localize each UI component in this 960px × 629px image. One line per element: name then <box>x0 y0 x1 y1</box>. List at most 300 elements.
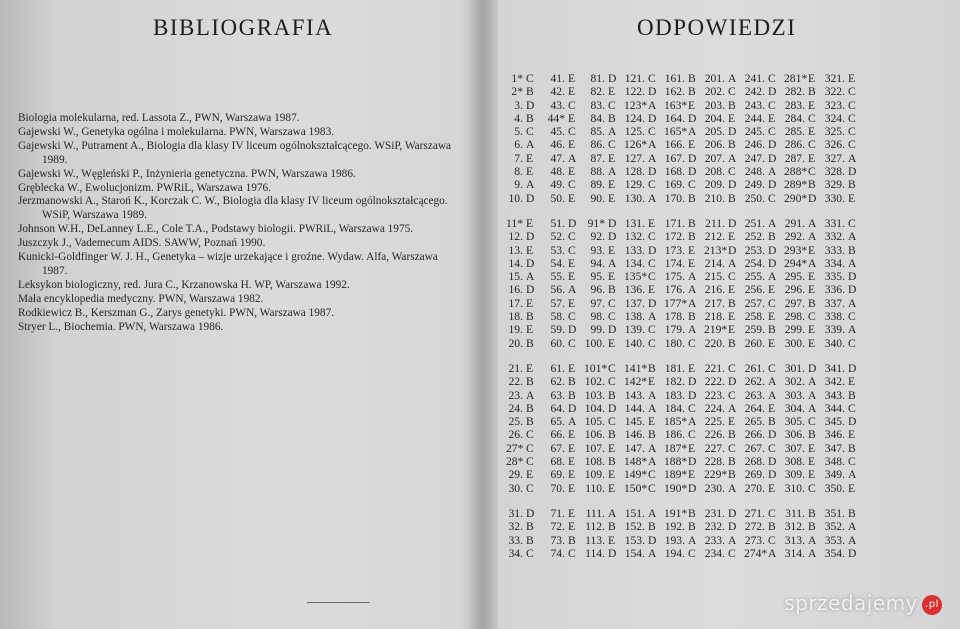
answer-letter: C <box>728 165 736 179</box>
answer-letter: A <box>768 165 777 179</box>
answer-letter: A <box>568 283 577 297</box>
answer-letter: C <box>648 178 656 192</box>
answer-cell <box>506 507 544 520</box>
answer-cell <box>784 547 824 560</box>
question-number: 82. <box>590 85 605 99</box>
bibliography-entry: Johnson W.H., DeLanney L.E., Cole T.A., Podstawy biologii. PWRiL, Warszawa 1975. <box>18 223 414 236</box>
answer-cell <box>744 270 784 283</box>
answer-row <box>506 99 958 112</box>
question-number: 101* <box>584 361 608 375</box>
answer-letter: B <box>568 388 576 402</box>
question-number: 209. <box>704 178 725 192</box>
answer-letter: D <box>608 323 617 337</box>
answer-cell <box>824 99 864 112</box>
answer-letter: D <box>768 428 777 442</box>
answer-letter: E <box>568 468 576 482</box>
answer-cell <box>584 230 624 243</box>
answer-cell <box>744 99 784 112</box>
answer-letter: C <box>568 243 576 257</box>
answer-letter: E <box>768 401 776 415</box>
answer-cell <box>784 112 824 125</box>
answer-letter: C <box>568 310 576 324</box>
answer-cell <box>584 337 624 350</box>
answer-cell <box>824 428 864 441</box>
answer-cell <box>506 337 544 350</box>
answer-letter: A <box>768 270 777 284</box>
answer-letter: E <box>648 375 656 389</box>
question-number: 147. <box>624 441 645 455</box>
answer-cell <box>664 230 704 243</box>
answer-letter: C <box>568 98 576 112</box>
answer-letter: B <box>688 216 696 230</box>
question-number: 43. <box>550 98 565 112</box>
question-number: 91* <box>587 216 605 230</box>
answer-letter: A <box>648 138 657 152</box>
answer-letter: D <box>848 546 857 560</box>
answer-cell <box>744 192 784 205</box>
question-number: 309. <box>784 468 805 482</box>
answer-cell <box>744 402 784 415</box>
answer-letter: A <box>688 323 697 337</box>
bibliography-list <box>18 112 463 335</box>
question-number: 296. <box>784 283 805 297</box>
answer-letter: B <box>848 506 856 520</box>
answer-letter: B <box>526 375 534 389</box>
answer-cell <box>784 375 824 388</box>
answer-letter: B <box>608 428 616 442</box>
question-number: 18. <box>508 310 523 324</box>
answer-cell <box>584 468 624 481</box>
answer-cell <box>704 283 744 296</box>
question-number: 128. <box>624 165 645 179</box>
question-number: 29. <box>508 468 523 482</box>
question-number: 269. <box>744 468 765 482</box>
answer-letter: A <box>688 415 697 429</box>
answer-letter: E <box>568 428 576 442</box>
question-number: 242. <box>744 85 765 99</box>
question-number: 142* <box>624 375 648 389</box>
answer-cell <box>544 297 584 310</box>
answer-cell <box>784 520 824 533</box>
answer-cell <box>544 244 584 257</box>
question-number: 257. <box>744 296 765 310</box>
question-number: 347. <box>824 441 845 455</box>
answer-letter: B <box>808 178 816 192</box>
question-number: 330. <box>824 191 845 205</box>
answer-cell <box>506 455 544 468</box>
question-number: 253. <box>744 243 765 257</box>
question-number: 348. <box>824 455 845 469</box>
answer-cell <box>544 534 584 547</box>
answer-cell <box>544 415 584 428</box>
answer-cell <box>824 112 864 125</box>
answer-letter: B <box>848 178 856 192</box>
answer-cell <box>506 99 544 112</box>
answer-cell <box>624 323 664 336</box>
answer-letter: C <box>808 310 816 324</box>
answer-cell <box>624 468 664 481</box>
answer-cell <box>824 389 864 402</box>
question-number: 58. <box>550 310 565 324</box>
answer-block <box>506 362 958 495</box>
answer-cell <box>704 152 744 165</box>
question-number: 19. <box>508 323 523 337</box>
answer-letter: C <box>608 98 616 112</box>
answer-row <box>506 165 958 178</box>
answer-letter: C <box>768 296 776 310</box>
answer-cell <box>584 507 624 520</box>
answer-cell <box>624 375 664 388</box>
bibliography-entry: Gajewski W., Genetyka ogólna i molekularna. PWN, Warszawa 1983. <box>18 125 335 138</box>
answer-cell <box>784 389 824 402</box>
answer-cell <box>544 402 584 415</box>
question-number: 285. <box>784 125 805 139</box>
question-number: 64. <box>550 401 565 415</box>
answer-letter: D <box>648 165 657 179</box>
answer-row <box>506 482 958 495</box>
answer-letter: A <box>728 401 737 415</box>
answer-letter: A <box>728 533 737 547</box>
bibliography-title: BIBLIOGRAFIA <box>153 15 334 40</box>
answer-letter: A <box>648 98 657 112</box>
question-number: 203. <box>704 98 725 112</box>
question-number: 349. <box>824 468 845 482</box>
answer-cell <box>824 507 864 520</box>
question-number: 83. <box>590 98 605 112</box>
answer-cell <box>624 310 664 323</box>
question-number: 4. <box>514 111 523 125</box>
question-number: 184. <box>664 401 685 415</box>
question-number: 14. <box>508 256 523 270</box>
question-number: 89. <box>590 178 605 192</box>
answer-letter: E <box>568 506 576 520</box>
answer-cell <box>704 520 744 533</box>
answer-cell <box>744 297 784 310</box>
question-number: 176. <box>664 283 685 297</box>
question-number: 340. <box>824 336 845 350</box>
answer-cell <box>624 257 664 270</box>
answer-cell <box>744 257 784 270</box>
question-number: 141* <box>624 361 648 375</box>
answer-letter: E <box>848 428 856 442</box>
question-number: 96. <box>590 283 605 297</box>
answer-cell <box>704 468 744 481</box>
answer-cell <box>664 125 704 138</box>
question-number: 222. <box>704 375 725 389</box>
answer-letter: C <box>848 98 856 112</box>
answer-cell <box>704 244 744 257</box>
answer-cell <box>704 85 744 98</box>
answer-cell <box>784 337 824 350</box>
question-number: 297. <box>784 296 805 310</box>
answer-letter: E <box>568 138 576 152</box>
question-number: 245. <box>744 125 765 139</box>
bibliography-entry: Gajewski W., Węgleński P., Inżynieria genetyczna. PWN, Warszawa 1986. <box>18 167 356 180</box>
answer-letter: A <box>648 310 657 324</box>
question-number: 111. <box>585 506 605 520</box>
question-number: 328. <box>824 165 845 179</box>
answer-letter: E <box>728 310 736 324</box>
answer-letter: E <box>768 310 776 324</box>
question-number: 189* <box>664 468 688 482</box>
answer-row <box>506 402 958 415</box>
answer-letter: D <box>808 361 817 375</box>
answer-cell <box>744 520 784 533</box>
answer-cell <box>824 152 864 165</box>
answer-cell <box>784 507 824 520</box>
answer-cell <box>824 297 864 310</box>
question-number: 289* <box>784 178 808 192</box>
answer-cell <box>824 402 864 415</box>
answer-letter: D <box>608 72 617 85</box>
answer-cell <box>784 310 824 323</box>
question-number: 139. <box>624 323 645 337</box>
answer-row <box>506 72 958 85</box>
answer-cell <box>824 178 864 191</box>
answer-letter: B <box>808 520 816 534</box>
question-number: 122. <box>624 85 645 99</box>
answer-letter: A <box>648 151 657 165</box>
question-number: 206. <box>704 138 725 152</box>
answer-cell <box>784 402 824 415</box>
question-number: 48. <box>550 165 565 179</box>
answer-cell <box>624 192 664 205</box>
answer-letter: B <box>728 138 736 152</box>
question-number: 183. <box>664 388 685 402</box>
answer-cell <box>784 323 824 336</box>
answer-row <box>506 230 958 243</box>
question-number: 332. <box>824 230 845 244</box>
answer-letter: E <box>768 336 776 350</box>
answer-cell <box>784 297 824 310</box>
answer-letter: A <box>568 151 577 165</box>
answer-letter: B <box>688 506 696 520</box>
answer-letter: E <box>808 441 816 455</box>
answer-cell <box>704 415 744 428</box>
question-number: 73. <box>550 533 565 547</box>
answer-cell <box>584 192 624 205</box>
question-number: 13. <box>508 243 523 257</box>
answer-letter: D <box>848 361 857 375</box>
answer-letter: A <box>608 256 617 270</box>
question-number: 88. <box>590 165 605 179</box>
answer-cell <box>784 442 824 455</box>
answer-letter: E <box>688 441 696 455</box>
question-number: 308. <box>784 455 805 469</box>
answer-letter: E <box>728 111 736 125</box>
question-number: 65. <box>550 415 565 429</box>
answer-cell <box>624 152 664 165</box>
answer-letter: A <box>526 138 535 152</box>
answer-cell <box>624 178 664 191</box>
question-number: 259. <box>744 323 765 337</box>
answer-cell <box>624 507 664 520</box>
answer-letter: E <box>848 481 856 495</box>
answer-cell <box>624 337 664 350</box>
question-number: 312. <box>784 520 805 534</box>
answer-cell <box>544 165 584 178</box>
question-number: 208. <box>704 165 725 179</box>
answer-cell <box>506 138 544 151</box>
answer-cell <box>704 192 744 205</box>
answer-cell <box>744 468 784 481</box>
answer-letter: A <box>848 468 857 482</box>
answer-letter: C <box>648 230 656 244</box>
answer-letter: A <box>648 455 657 469</box>
answer-letter: D <box>526 283 535 297</box>
answer-cell <box>664 415 704 428</box>
question-number: 191* <box>664 506 688 520</box>
question-number: 174. <box>664 256 685 270</box>
answer-cell <box>784 217 824 230</box>
question-number: 210. <box>704 191 725 205</box>
answer-letter: D <box>648 533 657 547</box>
question-number: 152. <box>624 520 645 534</box>
answer-letter: A <box>728 256 737 270</box>
answer-letter: E <box>608 533 616 547</box>
question-number: 132. <box>624 230 645 244</box>
question-number: 123* <box>624 98 648 112</box>
answer-cell <box>506 362 544 375</box>
answer-cell <box>506 428 544 441</box>
answer-cell <box>744 375 784 388</box>
question-number: 41. <box>550 72 565 85</box>
answer-cell <box>624 402 664 415</box>
answer-cell <box>544 138 584 151</box>
answer-letter: C <box>648 256 656 270</box>
answer-cell <box>664 323 704 336</box>
question-number: 143. <box>624 388 645 402</box>
answer-cell <box>624 283 664 296</box>
answer-letter: D <box>728 243 737 257</box>
answer-letter: C <box>608 415 616 429</box>
answer-cell <box>824 455 864 468</box>
answer-letter: B <box>768 520 776 534</box>
answer-cell <box>784 138 824 151</box>
answer-letter: D <box>688 111 697 125</box>
question-number: 171. <box>664 216 685 230</box>
answer-cell <box>506 310 544 323</box>
question-number: 28* <box>506 455 524 469</box>
answer-cell <box>624 125 664 138</box>
answer-letter: C <box>568 178 576 192</box>
answer-letter: A <box>768 375 777 389</box>
answer-cell <box>544 389 584 402</box>
answer-cell <box>506 178 544 191</box>
answer-cell <box>664 455 704 468</box>
answer-cell <box>704 455 744 468</box>
answer-cell <box>744 415 784 428</box>
answer-cell <box>704 72 744 85</box>
question-number: 45. <box>550 125 565 139</box>
answer-letter: C <box>526 125 534 139</box>
answer-cell <box>824 310 864 323</box>
question-number: 272. <box>744 520 765 534</box>
answer-cell <box>544 337 584 350</box>
question-number: 294* <box>784 256 808 270</box>
answer-cell <box>704 389 744 402</box>
answers-page <box>484 0 960 629</box>
question-number: 163* <box>664 98 688 112</box>
question-number: 87. <box>590 151 605 165</box>
answer-cell <box>784 270 824 283</box>
question-number: 93. <box>590 243 605 257</box>
bibliography-entry: Juszczyk J., Vademecum AIDS. SAWW, Poznań 1990. <box>18 237 266 250</box>
answer-letter: C <box>728 85 736 99</box>
answer-row <box>506 428 958 441</box>
answer-letter: B <box>728 468 736 482</box>
question-number: 149* <box>624 468 648 482</box>
answer-cell <box>506 375 544 388</box>
answer-letter: D <box>688 481 697 495</box>
question-number: 42. <box>550 85 565 99</box>
question-number: 47. <box>550 151 565 165</box>
question-number: 20. <box>508 336 523 350</box>
answer-letter: E <box>568 85 576 99</box>
answer-letter: A <box>848 296 857 310</box>
question-number: 227. <box>704 441 725 455</box>
question-number: 224. <box>704 401 725 415</box>
answer-cell <box>584 375 624 388</box>
answer-letter: C <box>526 428 534 442</box>
question-number: 11* <box>506 216 523 230</box>
question-number: 337. <box>824 296 845 310</box>
answer-letter: C <box>608 296 616 310</box>
question-number: 205. <box>704 125 725 139</box>
answer-cell <box>744 534 784 547</box>
answer-cell <box>704 534 744 547</box>
question-number: 99. <box>590 323 605 337</box>
answer-letter: E <box>808 283 816 297</box>
answer-letter: C <box>648 468 656 482</box>
answer-letter: D <box>648 111 657 125</box>
question-number: 217. <box>704 296 725 310</box>
answer-cell <box>584 85 624 98</box>
answer-letter: D <box>768 256 777 270</box>
answer-letter: C <box>768 72 776 85</box>
question-number: 223. <box>704 388 725 402</box>
question-number: 148* <box>624 455 648 469</box>
answer-cell <box>506 72 544 85</box>
question-number: 229* <box>704 468 728 482</box>
answer-letter: B <box>808 428 816 442</box>
question-number: 86. <box>590 138 605 152</box>
answer-cell <box>744 85 784 98</box>
answer-letter: E <box>526 323 534 337</box>
question-number: 188* <box>664 455 688 469</box>
answer-letter: E <box>568 441 576 455</box>
answer-letter: E <box>526 151 534 165</box>
question-number: 290* <box>784 191 808 205</box>
answer-letter: C <box>688 336 696 350</box>
answer-cell <box>624 85 664 98</box>
question-number: 137. <box>624 296 645 310</box>
question-number: 313. <box>784 533 805 547</box>
question-number: 291. <box>784 216 805 230</box>
question-number: 112. <box>585 520 605 534</box>
answer-cell <box>544 375 584 388</box>
answer-cell <box>784 415 824 428</box>
question-number: 138. <box>624 310 645 324</box>
answer-letter: A <box>688 125 697 139</box>
answer-cell <box>744 482 784 495</box>
answer-cell <box>624 217 664 230</box>
answer-cell <box>506 257 544 270</box>
answer-letter: E <box>688 243 696 257</box>
question-number: 264. <box>744 401 765 415</box>
question-number: 27* <box>506 441 524 455</box>
question-number: 70. <box>550 481 565 495</box>
